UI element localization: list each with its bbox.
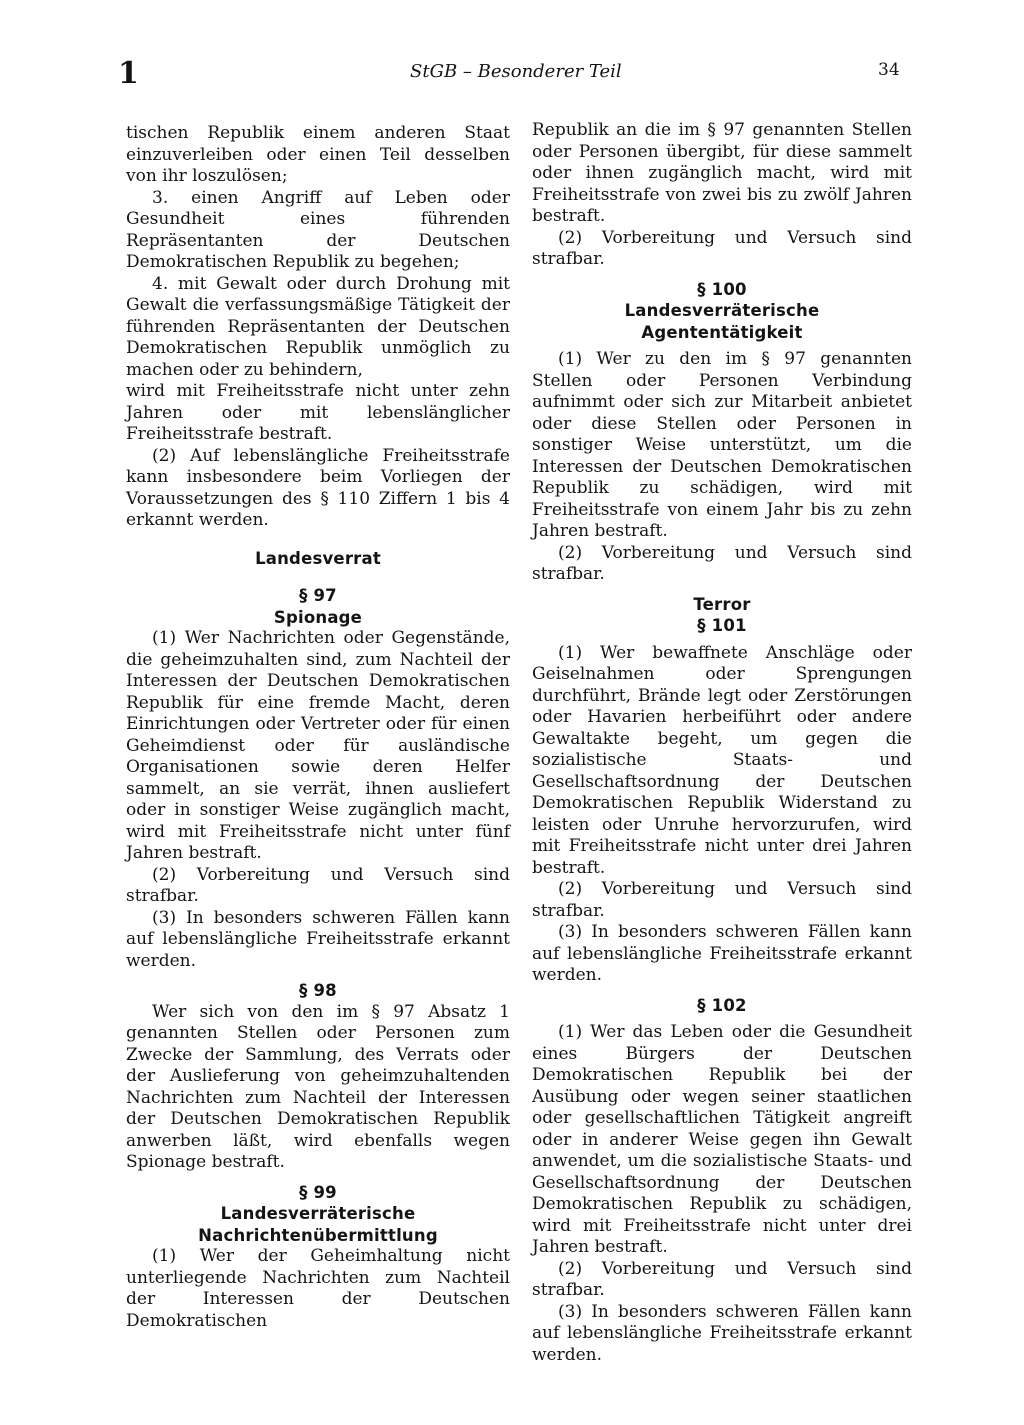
section-number-100: § 100 <box>697 279 747 299</box>
chapter-number: 1 <box>118 56 139 91</box>
section-title-terror: Terror <box>693 594 751 614</box>
paragraph: 3. einen Angriff auf Leben oder Gesundheit eines führenden Repräsentanten der Deutschen Demokratischen Republik zu begehen; <box>126 187 510 272</box>
running-head: StGB – Besonderer Teil <box>410 61 622 82</box>
paragraph: Republik an die im § 97 genannten Stellen oder Personen übergibt, für diese sammelt oder ihnen zugänglich macht, wird mit Freiheitsstrafe von zwei bis zu zwölf Jahren bestraft. <box>532 120 912 226</box>
paragraph: (3) In besonders schweren Fällen kann auf lebenslängliche Freiheitsstrafe erkannt werden. <box>532 1301 912 1365</box>
section-number-102: § 102 <box>697 995 747 1015</box>
section-title-99-line2: Nachrichtenübermittlung <box>198 1225 438 1245</box>
paragraph: (2) Vorbereitung und Versuch sind strafbar. <box>532 542 912 584</box>
paragraph: tischen Republik einem anderen Staat einzuverleiben oder einen Teil desselben von ihr loszulösen; <box>126 123 510 186</box>
paragraph: 4. mit Gewalt oder durch Drohung mit Gewalt die verfassungsmäßige Tätigkeit der führenden Repräsentanten der Deutschen Demokratischen Republik unmöglich zu machen oder zu behindern, <box>126 273 510 380</box>
paragraph: (1) Wer bewaffnete Anschläge oder Geiselnahmen oder Sprengungen durchführt, Brände legt oder Zerstörungen oder Havarien herbeiführt oder andere Gewaltakte begeht, um gegen die sozialistische Staats- und Gesellschaftsordnung der Deutschen Demokratischen Republik Widerstand zu leisten oder Unruhe hervorzurufen, wird mit Freiheitsstrafe nicht unter drei Jahren bestraft. <box>532 642 912 878</box>
paragraph: (1) Wer zu den im § 97 genannten Stellen oder Personen Verbindung aufnimmt oder sich zur Mitarbeit anbietet oder diese Stellen oder Personen in sonstiger Weise unterstützt, um die Interessen der Deutschen Demokratischen Republik zu schädigen, wird mit Freiheitsstrafe von einem Jahr bis zu zehn Jahren bestraft. <box>532 349 912 541</box>
paragraph: (2) Vorbereitung und Versuch sind strafbar. <box>532 1258 912 1300</box>
right-column <box>532 120 912 1366</box>
page-number: 34 <box>878 60 900 80</box>
section-number-99: § 99 <box>299 1182 337 1202</box>
paragraph: wird mit Freiheitsstrafe nicht unter zehn Jahren oder mit lebenslänglicher Freiheitsstrafe bestraft. <box>126 381 510 444</box>
paragraph: (2) Vorbereitung und Versuch sind strafbar. <box>126 864 510 906</box>
left-column <box>126 123 510 1332</box>
section-title-spionage: Spionage <box>273 607 363 627</box>
paragraph: (3) In besonders schweren Fällen kann auf lebenslängliche Freiheitsstrafe erkannt werden. <box>532 922 912 985</box>
paragraph: (1) Wer Nachrichten oder Gegenstände, die geheimzuhalten sind, zum Nachteil der Interessen der Deutschen Demokratischen Republik für eine fremde Macht, deren Einrichtungen oder Vertreter oder für einen Geheimdienst oder für ausländische Organisationen sowie deren Helfer sammelt, an sie verrät, ihnen ausliefert oder in sonstiger Weise zugänglich macht, wird mit Freiheitsstrafe nicht unter fünf Jahren bestraft. <box>126 628 510 863</box>
section-heading-landesverrat: Landesverrat <box>255 548 381 568</box>
paragraph: (2) Auf lebenslängliche Freiheitsstrafe kann insbesondere beim Vorliegen der Voraussetzungen des § 110 Ziffern 1 bis 4 erkannt werden. <box>126 445 510 530</box>
paragraph: (2) Vorbereitung und Versuch sind strafbar. <box>532 227 912 269</box>
section-title-99-line1: Landesverräterische <box>220 1204 416 1223</box>
section-title-100-line2: Agententätigkeit <box>641 322 803 342</box>
paragraph: (1) Wer das Leben oder die Gesundheit eines Bürgers der Deutschen Demokratischen Republik bei der Ausübung oder wegen seiner staatlichen oder gesellschaftlichen Tätigkeit angreift oder in anderer Weise gegen ihn Gewalt anwendet, um die sozialistische Staats- und Gesellschaftsordnung der Deutschen Demokratischen Republik zu schädigen, wird mit Freiheitsstrafe nicht unter drei Jahren bestraft. <box>532 1022 912 1257</box>
section-number-97: § 97 <box>299 586 337 605</box>
paragraph: (2) Vorbereitung und Versuch sind strafbar. <box>532 879 912 921</box>
paragraph: Wer sich von den im § 97 Absatz 1 genannten Stellen oder Personen zum Zwecke der Sammlung, des Verrats oder der Auslieferung von geheimzuhaltenden Nachrichten zum Nachteil der Interessen der Deutschen Demokratischen Republik anwerben läßt, wird ebenfalls wegen Spionage bestraft. <box>126 1001 510 1172</box>
page-header <box>0 56 1024 96</box>
section-number-98: § 98 <box>299 981 337 1000</box>
paragraph: (3) In besonders schweren Fällen kann auf lebenslängliche Freiheitsstrafe erkannt werden. <box>126 907 510 971</box>
paragraph: (1) Wer der Geheimhaltung nicht unterliegende Nachrichten zum Nachteil der Interessen der Deutschen Demokratischen <box>126 1246 510 1331</box>
section-title-100-line1: Landesverräterische <box>624 301 820 320</box>
section-number-101: § 101 <box>697 616 747 635</box>
